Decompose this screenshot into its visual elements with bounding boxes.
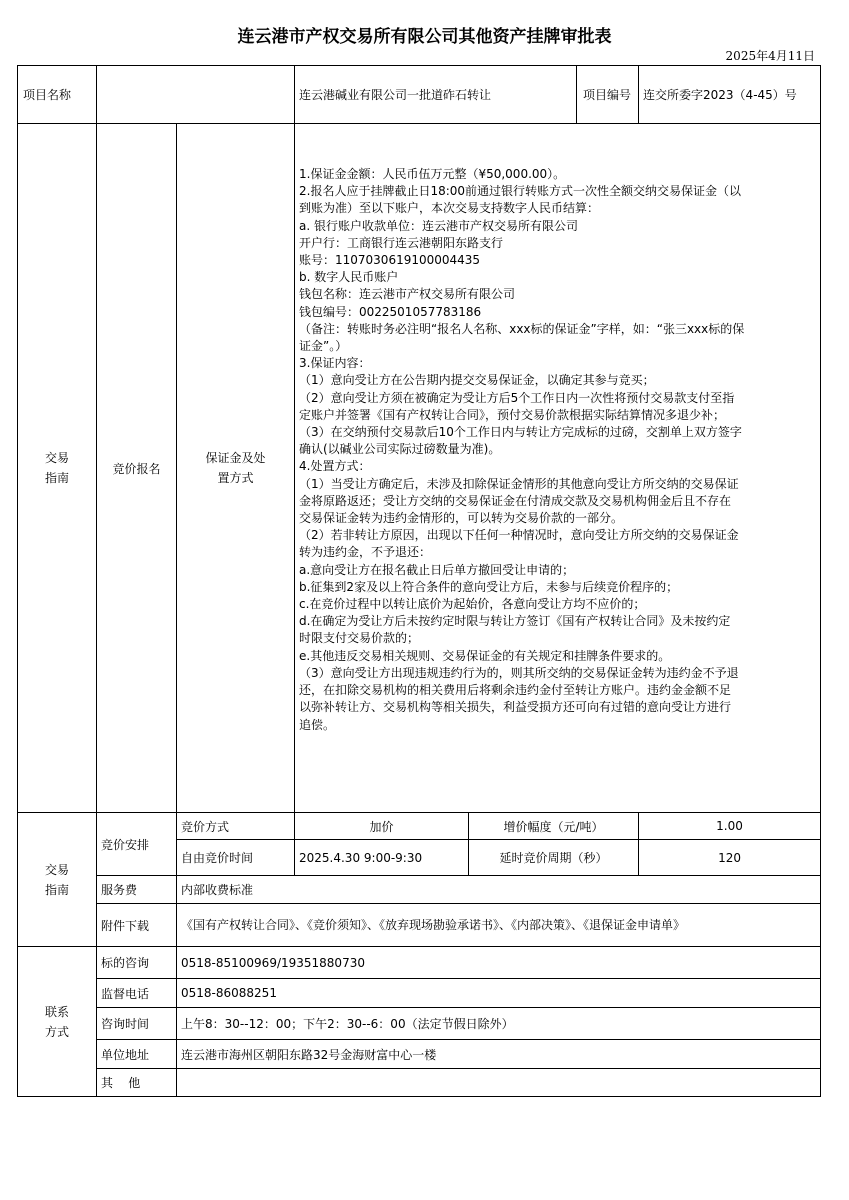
supervise-value: 0518-86088251 (177, 979, 821, 1008)
attachment-row (18, 904, 821, 947)
rule-line: 时限支付交易价款的； (299, 631, 420, 646)
consult-row (18, 947, 821, 979)
page-title: 连云港市产权交易所有限公司其他资产挂牌审批表 (237, 27, 612, 47)
bid-method-value: 加价 (295, 813, 469, 840)
hours-value: 上午8：30--12：00；下午2：30--6：00（法定节假日除外） (177, 1008, 821, 1040)
rule-line: 到账为准）至以下账户，本次交易支持数字人民币结算： (299, 201, 600, 216)
address-label: 单位地址 (97, 1040, 177, 1069)
rule-line: （2）意向受让方须在被确定为受让方后5个工作日内一次性将预付交易款支付至指 (299, 390, 735, 405)
consult-label: 标的咨询 (97, 947, 177, 979)
delay-value: 120 (639, 840, 821, 876)
hours-row (18, 1008, 821, 1040)
address-value: 连云港市海州区朝阳东路32号金海财富中心一楼 (177, 1040, 821, 1069)
rule-line: 以弥补转让方、交易机构等相关损失，利益受损方还可向有过错的意向受让方进行 (299, 700, 732, 715)
contact-section-label (18, 947, 97, 1097)
form-date: 2025年4月11日 (725, 49, 815, 63)
approval-table (17, 65, 821, 1097)
other-value (177, 1069, 821, 1097)
rule-line: 转为违约金，不予退还： (299, 545, 432, 560)
other-label: 其 他 (97, 1069, 177, 1097)
fee-row (18, 876, 821, 904)
deposit-rules (295, 124, 821, 813)
rule-line: b. 数字人民币账户 (299, 270, 399, 285)
increment-value: 1.00 (639, 813, 821, 840)
rule-line: 定账户并签署《国有产权转让合同》，预付交易价款根据实际结算情况多退少补； (299, 407, 726, 422)
rule-line: e.其他违反交易相关规则、交易保证金的有关规定和挂牌条件要求的。 (299, 648, 671, 663)
bid-time-value: 2025.4.30 9:00-9:30 (295, 840, 469, 876)
project-name-label: 项目名称 (18, 66, 97, 124)
rule-line: a.意向受让方在报名截止日后单方撤回受让申请的； (299, 562, 575, 577)
rule-line: 钱包编号：0022501057783186 (299, 304, 482, 319)
fee-label: 服务费 (97, 876, 177, 904)
bid-register-label: 竞价报名 (97, 124, 177, 813)
attachment-links[interactable]: 《国有产权转让合同》、《竞价须知》、《放弃现场勘验承诺书》、《内部决策》、《退保证金申请单》 (177, 904, 821, 947)
rule-line: 账号：1107030619100004435 (299, 253, 481, 268)
project-no-label: 项目编号 (577, 66, 639, 124)
deposit-label (177, 124, 295, 813)
guide-section-label (18, 124, 97, 813)
rule-line: （备注：转账时务必注明“报名人名称、xxx标的保证金”字样，如：“张三xxx标的保 (299, 321, 745, 336)
project-no-value: 连交所委字2023（4-45）号 (639, 66, 821, 124)
rule-line: 开户行：工商银行连云港朝阳东路支行 (299, 235, 504, 250)
rule-line: 还，在扣除交易机构的相关费用后将剩余违约金付至转让方账户。违约金金额不足 (299, 683, 732, 698)
rule-line: 钱包名称：连云港市产权交易所有限公司 (299, 287, 516, 302)
delay-label: 延时竞价周期（秒） (469, 840, 639, 876)
rule-line: d.在确定为受让方后未按约定时限与转让方签订《国有产权转让合同》及未按约定 (299, 614, 731, 629)
project-name-value: 连云港碱业有限公司一批道砟石转让 (295, 66, 577, 124)
supervise-label: 监督电话 (97, 979, 177, 1008)
rule-line: （1）意向受让方在公告期内提交交易保证金，以确定其参与竞买； (299, 373, 655, 388)
hours-label: 咨询时间 (97, 1008, 177, 1040)
guide-section-text: 交易指南 (44, 451, 69, 485)
rule-line: 3.保证内容： (299, 356, 371, 371)
arrangement-label: 竞价安排 (97, 813, 177, 876)
bid-method-row (18, 813, 821, 840)
bid-time-label: 自由竞价时间 (177, 840, 295, 876)
rule-line: 追偿。 (299, 717, 336, 732)
rule-line: （1）当受让方确定后，未涉及扣除保证金情形的其他意向受让方所交纳的交易保证 (299, 476, 739, 491)
rule-line: （3）在交纳预付交易款后10个工作日内与转让方完成标的过磅，交割单上双方签字 (299, 425, 742, 440)
other-row (18, 1069, 821, 1097)
rule-line: 确认(以碱业公司实际过磅数量为准)。 (299, 442, 501, 457)
fee-value: 内部收费标准 (177, 876, 821, 904)
attachment-label: 附件下载 (97, 904, 177, 947)
consult-value: 0518-85100969/19351880730 (177, 947, 821, 979)
bidding-section-label (18, 813, 97, 947)
rule-line: a. 银行账户收款单位：连云港市产权交易所有限公司 (299, 218, 578, 233)
rule-line: 交易保证金转为违约金情形的，可以转为交易价款的一部分。 (299, 511, 624, 526)
deposit-label-text: 保证金及处置方式 (205, 451, 266, 485)
rule-line: （3）意向受让方出现违规违约行为的，则其所交纳的交易保证金转为违约金不予退 (299, 665, 739, 680)
bid-method-label: 竞价方式 (177, 813, 295, 840)
rule-line: 2.报名人应于挂牌截止日18:00前通过银行转账方式一次性全额交纳交易保证金（以 (299, 184, 742, 199)
rule-line: 4.处置方式： (299, 459, 371, 474)
rule-line: c.在竞价过程中以转让底价为起始价，各意向受让方均不应价的； (299, 597, 646, 612)
rule-line: 证金”。） (299, 339, 348, 354)
project-row (18, 66, 821, 124)
contact-section-text: 联系方式 (44, 1004, 69, 1039)
rule-line: （2）若非转让方原因，出现以下任何一种情况时，意向受让方所交纳的交易保证金 (299, 528, 739, 543)
address-row (18, 1040, 821, 1069)
bidding-section-text: 交易指南 (44, 862, 69, 897)
supervise-row (18, 979, 821, 1008)
guide-row (18, 124, 821, 813)
rule-line: 1.保证金金额：人民币伍万元整（¥50,000.00）。 (299, 167, 566, 181)
rule-line: 金将原路返还；受让方交纳的交易保证金在付清成交款及交易机构佣金后且不存在 (299, 493, 732, 508)
project-name-label-cont (97, 66, 295, 124)
rule-line: b.征集到2家及以上符合条件的意向受让方后，未参与后续竞价程序的； (299, 579, 679, 594)
increment-label: 增价幅度（元/吨） (469, 813, 639, 840)
